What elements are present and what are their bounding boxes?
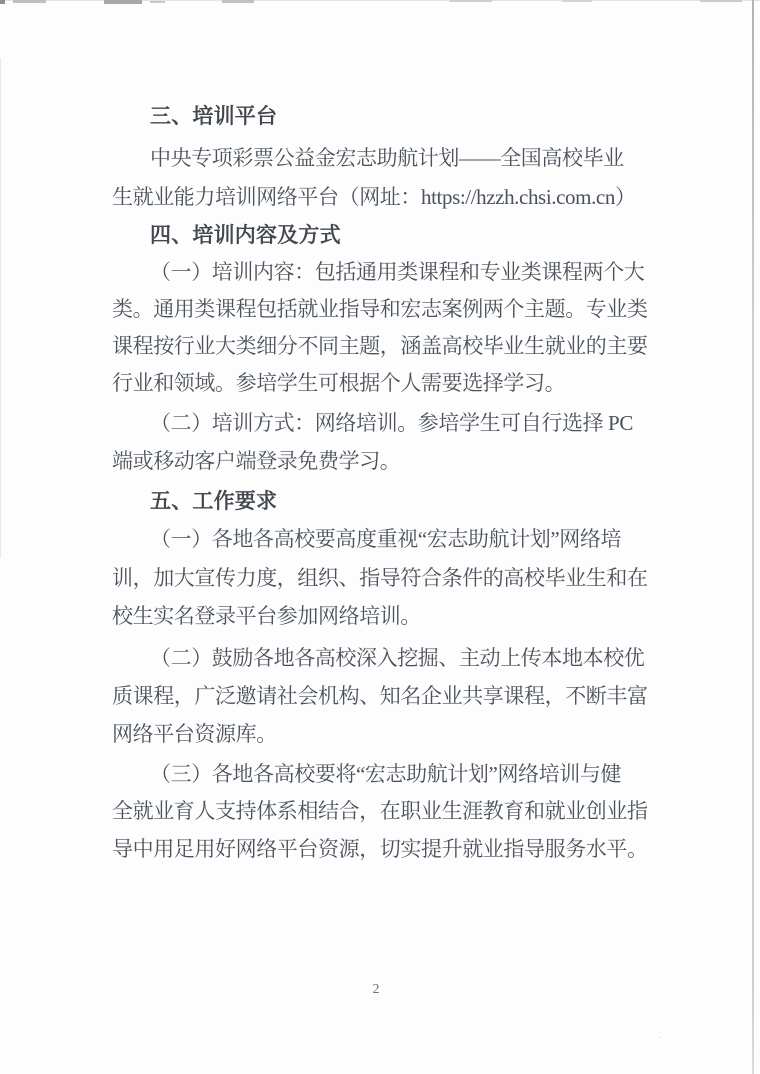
section-heading-work-requirements: 五、工作要求: [150, 490, 278, 513]
scan-artifact-right-line: [752, 0, 754, 1074]
scan-artifact-speck: ·: [658, 1032, 661, 1042]
paragraph-line: 网络平台资源库。: [112, 722, 277, 746]
scan-artifact-top-mark: [13, 0, 46, 3]
paragraph-line: 行业和领域。参培学生可根据个人需要选择学习。: [112, 371, 566, 395]
paragraph-line: （一）各地各高校要高度重视“宏志助航计划”网络培: [150, 527, 622, 551]
scan-artifact-top-mark: [700, 0, 742, 2]
paragraph-line: 中央专项彩票公益金宏志助航计划——全国高校毕业: [150, 146, 624, 170]
paragraph-line-with-url: 生就业能力培训网络平台（网址：https://hzzh.chsi.com.cn）: [112, 185, 636, 209]
scan-artifact-top-mark: [450, 0, 492, 2]
paragraph-line: 类。通用类课程包括就业指导和宏志案例两个主题。专业类: [112, 297, 648, 321]
paragraph-line: 全就业育人支持体系相结合，在职业生涯教育和就业创业指: [112, 799, 648, 823]
scan-artifact-top-mark: [222, 0, 254, 3]
page-number: 2: [372, 982, 380, 997]
paragraph-line: 课程按行业大类细分不同主题，涵盖高校毕业生就业的主要: [112, 334, 648, 358]
paragraph-line: 端或移动客户端登录免费学习。: [112, 449, 401, 473]
paragraph-line: 训，加大宣传力度，组织、指导符合条件的高校毕业生和在: [112, 566, 648, 590]
paragraph-line: （二）培训方式：网络培训。参培学生可自行选择 PC: [150, 411, 633, 435]
scan-artifact-top-mark: [104, 0, 142, 4]
paragraph-line: （一）培训内容：包括通用类课程和专业类课程两个大: [150, 260, 645, 284]
paragraph-line: （三）各地各高校要将“宏志助航计划”网络培训与健: [150, 762, 622, 786]
scan-artifact-left-line: [0, 58, 1, 558]
paragraph-line: 导中用足用好网络平台资源，切实提升就业指导服务水平。: [112, 837, 648, 861]
paragraph-line: （二）鼓励各地各高校深入挖掘、主动上传本地本校优: [150, 646, 645, 670]
paragraph-line: 质课程，广泛邀请社会机构、知名企业共享课程，不断丰富: [112, 684, 648, 708]
paragraph-line: 校生实名登录平台参加网络培训。: [112, 604, 421, 628]
section-heading-training-content: 四、培训内容及方式: [150, 224, 341, 247]
scan-artifact-top-mark: [0, 0, 5, 4]
scan-artifact-top-mark: [150, 1, 165, 3]
scan-artifact-top-mark: [562, 0, 592, 2]
section-heading-training-platform: 三、培训平台: [150, 105, 278, 128]
